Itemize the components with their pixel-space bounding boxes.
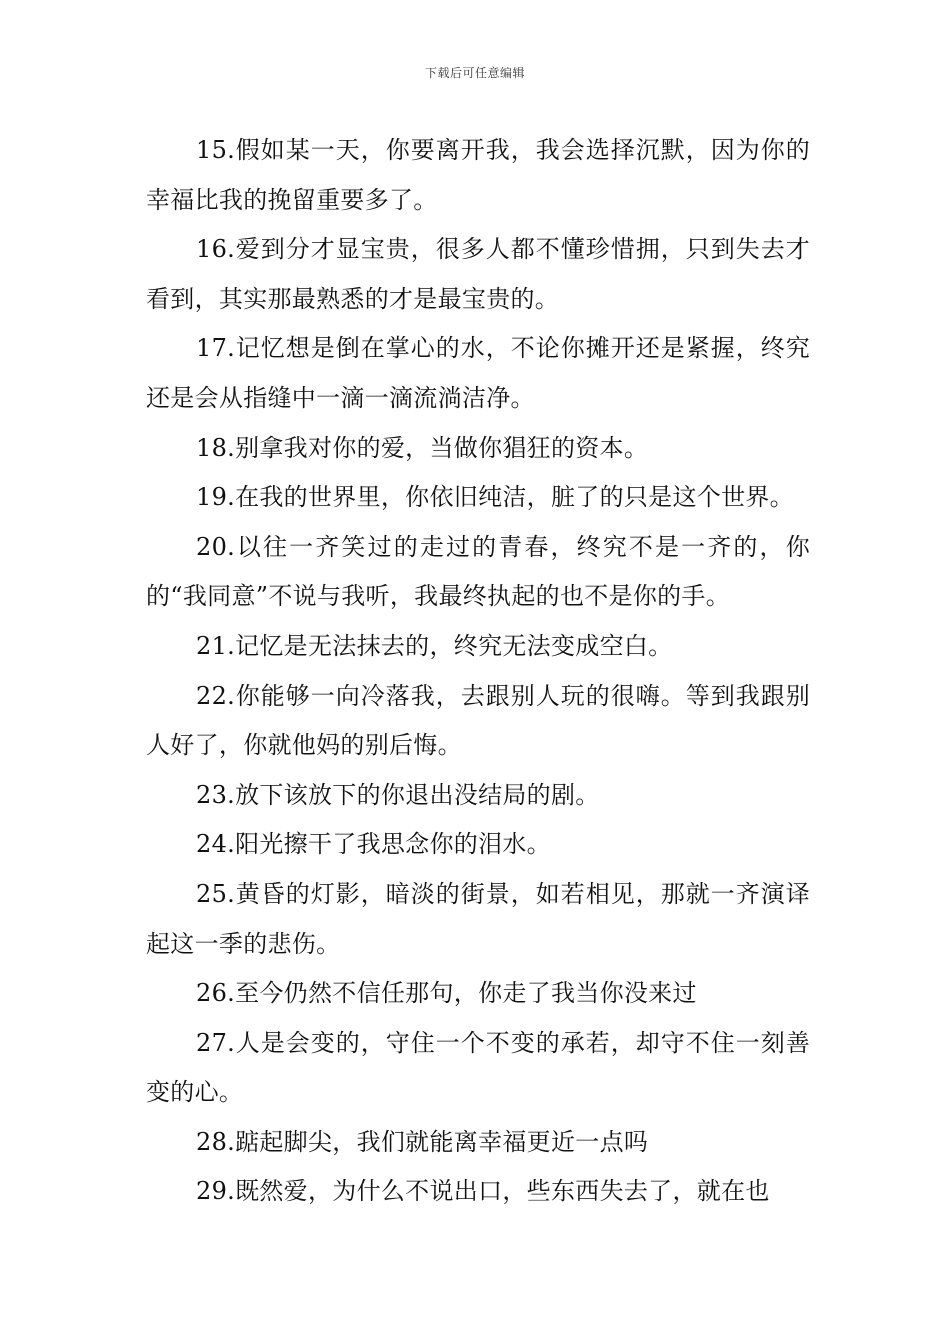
paragraph-26: 26.至今仍然不信任那句，你走了我当你没来过: [196, 979, 697, 1008]
paragraph-23: 23.放下该放下的你退出没结局的剧。: [196, 780, 600, 809]
paragraph-20: 20.以往一齐笑过的走过的青春，终究不是一齐的，你的“我同意”不说与我听，我最终执起的也不是你的手。: [146, 532, 810, 611]
paragraph-17: 17.记忆想是倒在掌心的水，不论你摊开还是紧握，终究还是会从指缝中一滴一滴流淌洁净。: [146, 334, 810, 412]
paragraph-15: 15.假如某一天，你要离开我，我会选择沉默，因为你的幸福比我的挽留重要多了。: [146, 136, 810, 214]
paragraph-28: 28.踮起脚尖，我们就能离幸福更近一点吗: [196, 1127, 649, 1156]
page-header: 下载后可任意编辑: [424, 66, 525, 80]
paragraph-25: 25.黄昏的灯影，暗淡的街景，如若相见，那就一齐演译起这一季的悲伤。: [146, 879, 810, 958]
paragraph-29: 29.既然爱，为什么不说出口，些东西失去了，就在也: [196, 1177, 770, 1206]
paragraph-24: 24.阳光擦干了我思念你的泪水。: [196, 830, 551, 859]
paragraph-19: 19.在我的世界里，你依旧纯洁，脏了的只是这个世界。: [196, 483, 794, 512]
paragraph-16: 16.爱到分才显宝贵，很多人都不懂珍惜拥，只到失去才看到，其实那最熟悉的才是最宝贵的。: [146, 235, 810, 313]
document-body: [146, 126, 810, 1217]
paragraph-21: 21.记忆是无法抹去的，终究无法变成空白。: [196, 631, 673, 660]
paragraph-18: 18.别拿我对你的爱，当做你猖狂的资本。: [196, 433, 649, 462]
paragraph-22: 22.你能够一向冷落我，去跟别人玩的很嗨。等到我跟别人好了，你就他妈的别后悔。: [146, 681, 810, 760]
paragraph-27: 27.人是会变的，守住一个不变的承若，却守不住一刻善变的心。: [146, 1028, 810, 1107]
